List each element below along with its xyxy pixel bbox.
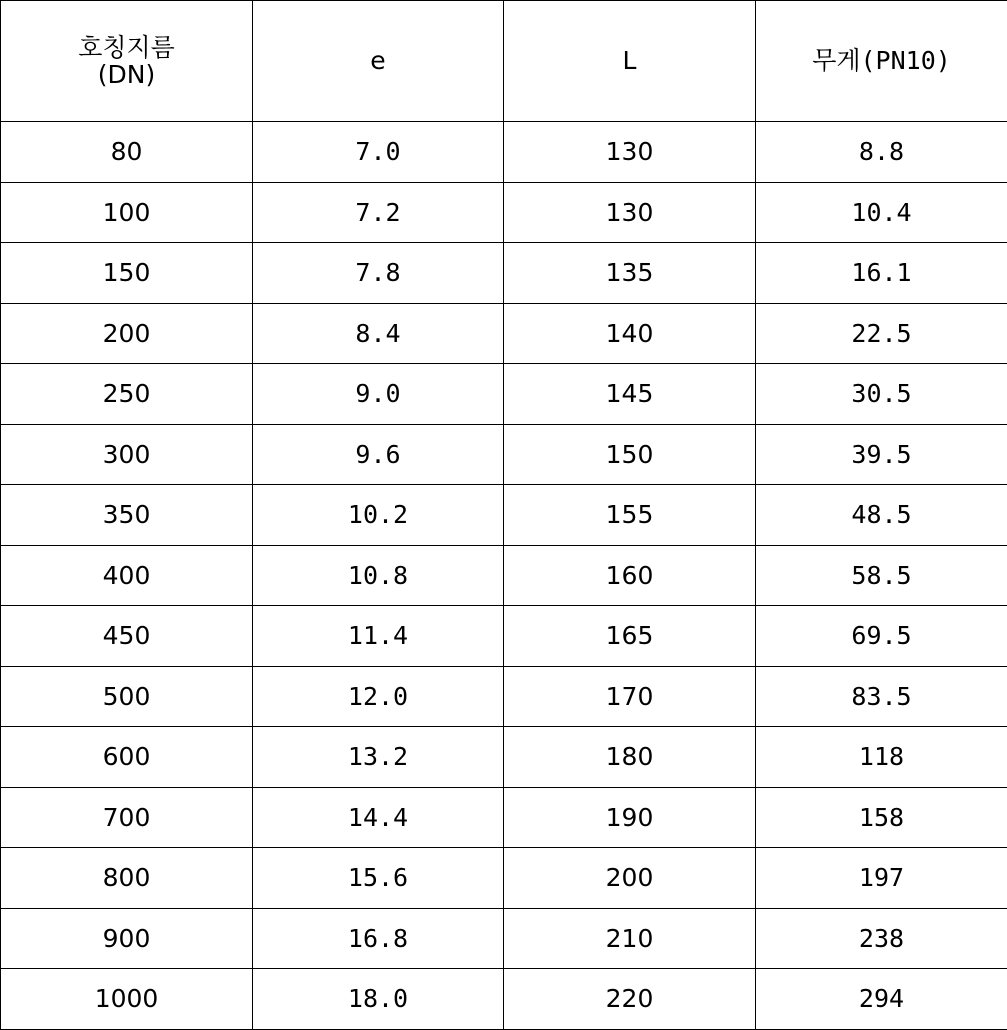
e-cell: 13.2: [253, 727, 504, 788]
l-cell: 155: [504, 485, 756, 546]
e-cell: 9.6: [253, 424, 504, 485]
table-row: [1, 727, 1007, 788]
table-row: [1, 969, 1007, 1030]
l-cell: 130: [504, 182, 756, 243]
weight-cell: 48.5: [756, 485, 1007, 546]
weight-cell: 118: [756, 727, 1007, 788]
table-row: [1, 848, 1007, 909]
table-header: [1, 1, 1007, 122]
nominal-diameter-cell: 350: [1, 485, 253, 546]
weight-cell: 197: [756, 848, 1007, 909]
l-cell: 165: [504, 606, 756, 667]
weight-cell: 39.5: [756, 424, 1007, 485]
header-nominal-diameter: [1, 1, 253, 122]
nominal-diameter-cell: 800: [1, 848, 253, 909]
weight-cell: 22.5: [756, 303, 1007, 364]
e-cell: 7.0: [253, 122, 504, 183]
weight-cell: 294: [756, 969, 1007, 1030]
nominal-diameter-cell: 100: [1, 182, 253, 243]
weight-cell: 8.8: [756, 122, 1007, 183]
nominal-diameter-cell: 900: [1, 908, 253, 969]
nominal-diameter-cell: 250: [1, 364, 253, 425]
nominal-diameter-cell: 200: [1, 303, 253, 364]
header-l-label: L: [504, 47, 755, 75]
nominal-diameter-cell: 450: [1, 606, 253, 667]
table-row: [1, 485, 1007, 546]
table-row: [1, 182, 1007, 243]
table-row: [1, 122, 1007, 183]
table-row: [1, 243, 1007, 304]
table-row: [1, 908, 1007, 969]
header-l: [504, 1, 756, 122]
e-cell: 12.0: [253, 666, 504, 727]
l-cell: 220: [504, 969, 756, 1030]
header-weight: [756, 1, 1007, 122]
table-row: [1, 303, 1007, 364]
e-cell: 7.8: [253, 243, 504, 304]
e-cell: 11.4: [253, 606, 504, 667]
e-cell: 18.0: [253, 969, 504, 1030]
header-e-label: e: [253, 47, 503, 75]
weight-cell: 58.5: [756, 545, 1007, 606]
l-cell: 200: [504, 848, 756, 909]
l-cell: 140: [504, 303, 756, 364]
e-cell: 9.0: [253, 364, 504, 425]
nominal-diameter-cell: 150: [1, 243, 253, 304]
l-cell: 190: [504, 787, 756, 848]
table-body: [1, 122, 1007, 1030]
l-cell: 160: [504, 545, 756, 606]
weight-cell: 16.1: [756, 243, 1007, 304]
weight-cell: 238: [756, 908, 1007, 969]
e-cell: 10.2: [253, 485, 504, 546]
l-cell: 170: [504, 666, 756, 727]
weight-cell: 10.4: [756, 182, 1007, 243]
header-e: [253, 1, 504, 122]
header-weight-label: 무게(PN10): [756, 47, 1007, 75]
weight-cell: 158: [756, 787, 1007, 848]
table-row: [1, 424, 1007, 485]
l-cell: 180: [504, 727, 756, 788]
nominal-diameter-cell: 500: [1, 666, 253, 727]
l-cell: 210: [504, 908, 756, 969]
nominal-diameter-cell: 400: [1, 545, 253, 606]
e-cell: 7.2: [253, 182, 504, 243]
nominal-diameter-cell: 1000: [1, 969, 253, 1030]
header-nominal-diameter-label: 호칭지름: [1, 34, 252, 62]
nominal-diameter-cell: 300: [1, 424, 253, 485]
l-cell: 145: [504, 364, 756, 425]
e-cell: 15.6: [253, 848, 504, 909]
e-cell: 10.8: [253, 545, 504, 606]
e-cell: 14.4: [253, 787, 504, 848]
e-cell: 16.8: [253, 908, 504, 969]
table-row: [1, 606, 1007, 667]
header-row: [1, 1, 1007, 122]
nominal-diameter-cell: 700: [1, 787, 253, 848]
l-cell: 135: [504, 243, 756, 304]
table-row: [1, 666, 1007, 727]
weight-cell: 69.5: [756, 606, 1007, 667]
l-cell: 130: [504, 122, 756, 183]
table-row: [1, 787, 1007, 848]
weight-cell: 30.5: [756, 364, 1007, 425]
header-nominal-diameter-unit: (DN): [1, 61, 252, 89]
e-cell: 8.4: [253, 303, 504, 364]
l-cell: 150: [504, 424, 756, 485]
nominal-diameter-cell: 80: [1, 122, 253, 183]
table-row: [1, 364, 1007, 425]
weight-cell: 83.5: [756, 666, 1007, 727]
table-row: [1, 545, 1007, 606]
nominal-diameter-cell: 600: [1, 727, 253, 788]
